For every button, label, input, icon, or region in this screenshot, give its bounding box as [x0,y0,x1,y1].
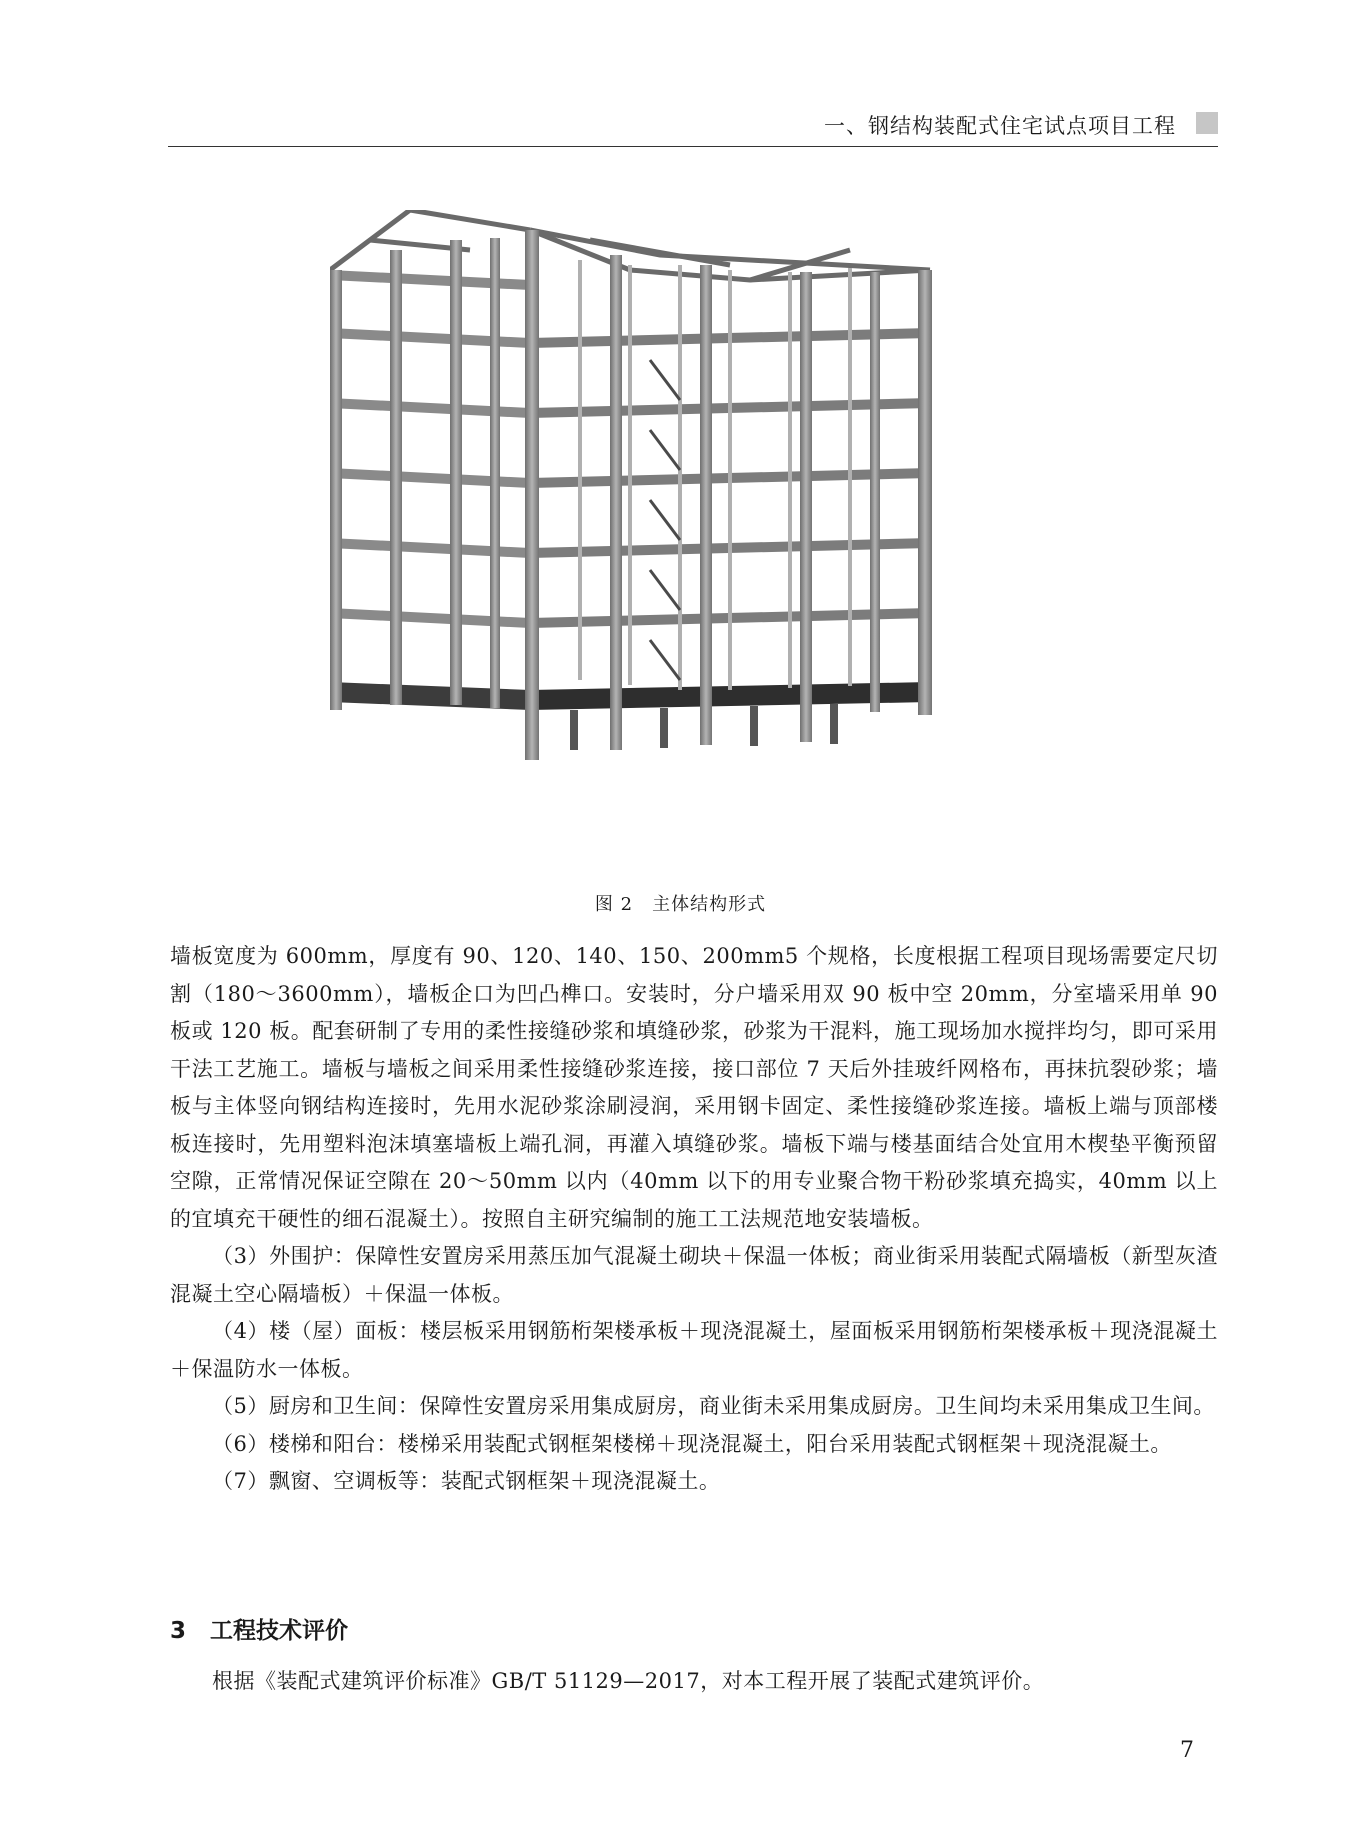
header-square-mark [1196,112,1218,134]
paragraph-envelope: （3）外围护：保障性安置房采用蒸压加气混凝土砌块＋保温一体板；商业街采用装配式隔墙板（新型灰渣混凝土空心隔墙板）＋保温一体板。 [170,1244,1218,1306]
paragraph-bay-window: （7）飘窗、空调板等：装配式钢框架＋现浇混凝土。 [212,1469,721,1493]
structure-figure [330,210,1050,870]
running-header [168,102,1218,147]
paragraph-floor-slab: （4）楼（屋）面板：楼层板采用钢筋桁架楼承板＋现浇混凝土，屋面板采用钢筋桁架楼承板＋现浇混凝土＋保温防水一体板。 [170,1319,1218,1381]
paragraph-kitchen-bath: （5）厨房和卫生间：保障性安置房采用集成厨房，商业街未采用集成厨房。卫生间均未采用集成卫生间。 [212,1394,1215,1418]
steel-frame-illustration [330,210,1050,870]
paragraph-stairs-balcony: （6）楼梯和阳台：楼梯采用装配式钢框架楼梯＋现浇混凝土，阳台采用装配式钢框架＋现浇混凝土。 [212,1431,1172,1456]
figure-caption: 图 2 主体结构形式 [594,894,767,915]
section-title: 工程技术评价 [210,1618,349,1644]
page-number: 7 [1180,1738,1194,1763]
body-text [170,938,1218,1501]
paragraph-wall-panels: 墙板宽度为 600mm，厚度有 90、120、140、150、200mm5 个规格，长度根据工程项目现场需要定尺切割（180～3600mm），墙板企口为凹凸榫口。安装时，分户墙采用双 90 板中空 20mm，分室墙采用单 90 板或 120 板。配套研制了专用的柔性接缝砂浆和填缝砂浆，砂浆为干混料，施工现场加水搅拌均匀，即可采用干法工艺施工。墙板与墙板之间采用柔性接缝砂浆连接，接口部位 7 天后外挂玻纤网格布，再抹抗裂砂浆；墙板与主体竖向钢结构连接时，先用水泥砂浆涂刷浸润，采用钢卡固定、柔性接缝砂浆连接。墙板上端与顶部楼板连接时，先用塑料泡沫填塞墙板上端孔洞，再灌入填缝砂浆。墙板下端与楼基面结合处宜用木楔垫平衡预留空隙，正常情况保证空隙在 20～50mm 以内（40mm 以下的用专业聚合物干粉砂浆填充捣实，40mm 以上的宜填充干硬性的细石混凝土）。按照自主研究编制的施工工法规范地安装墙板。 [170,944,1218,1231]
running-title: 一、钢结构装配式住宅试点项目工程 [824,114,1176,138]
section-number: 3 [170,1618,187,1644]
paragraph-evaluation: 根据《装配式建筑评价标准》GB/T 51129—2017，对本工程开展了装配式建筑评价。 [212,1669,1045,1693]
section-heading [170,1612,348,1645]
